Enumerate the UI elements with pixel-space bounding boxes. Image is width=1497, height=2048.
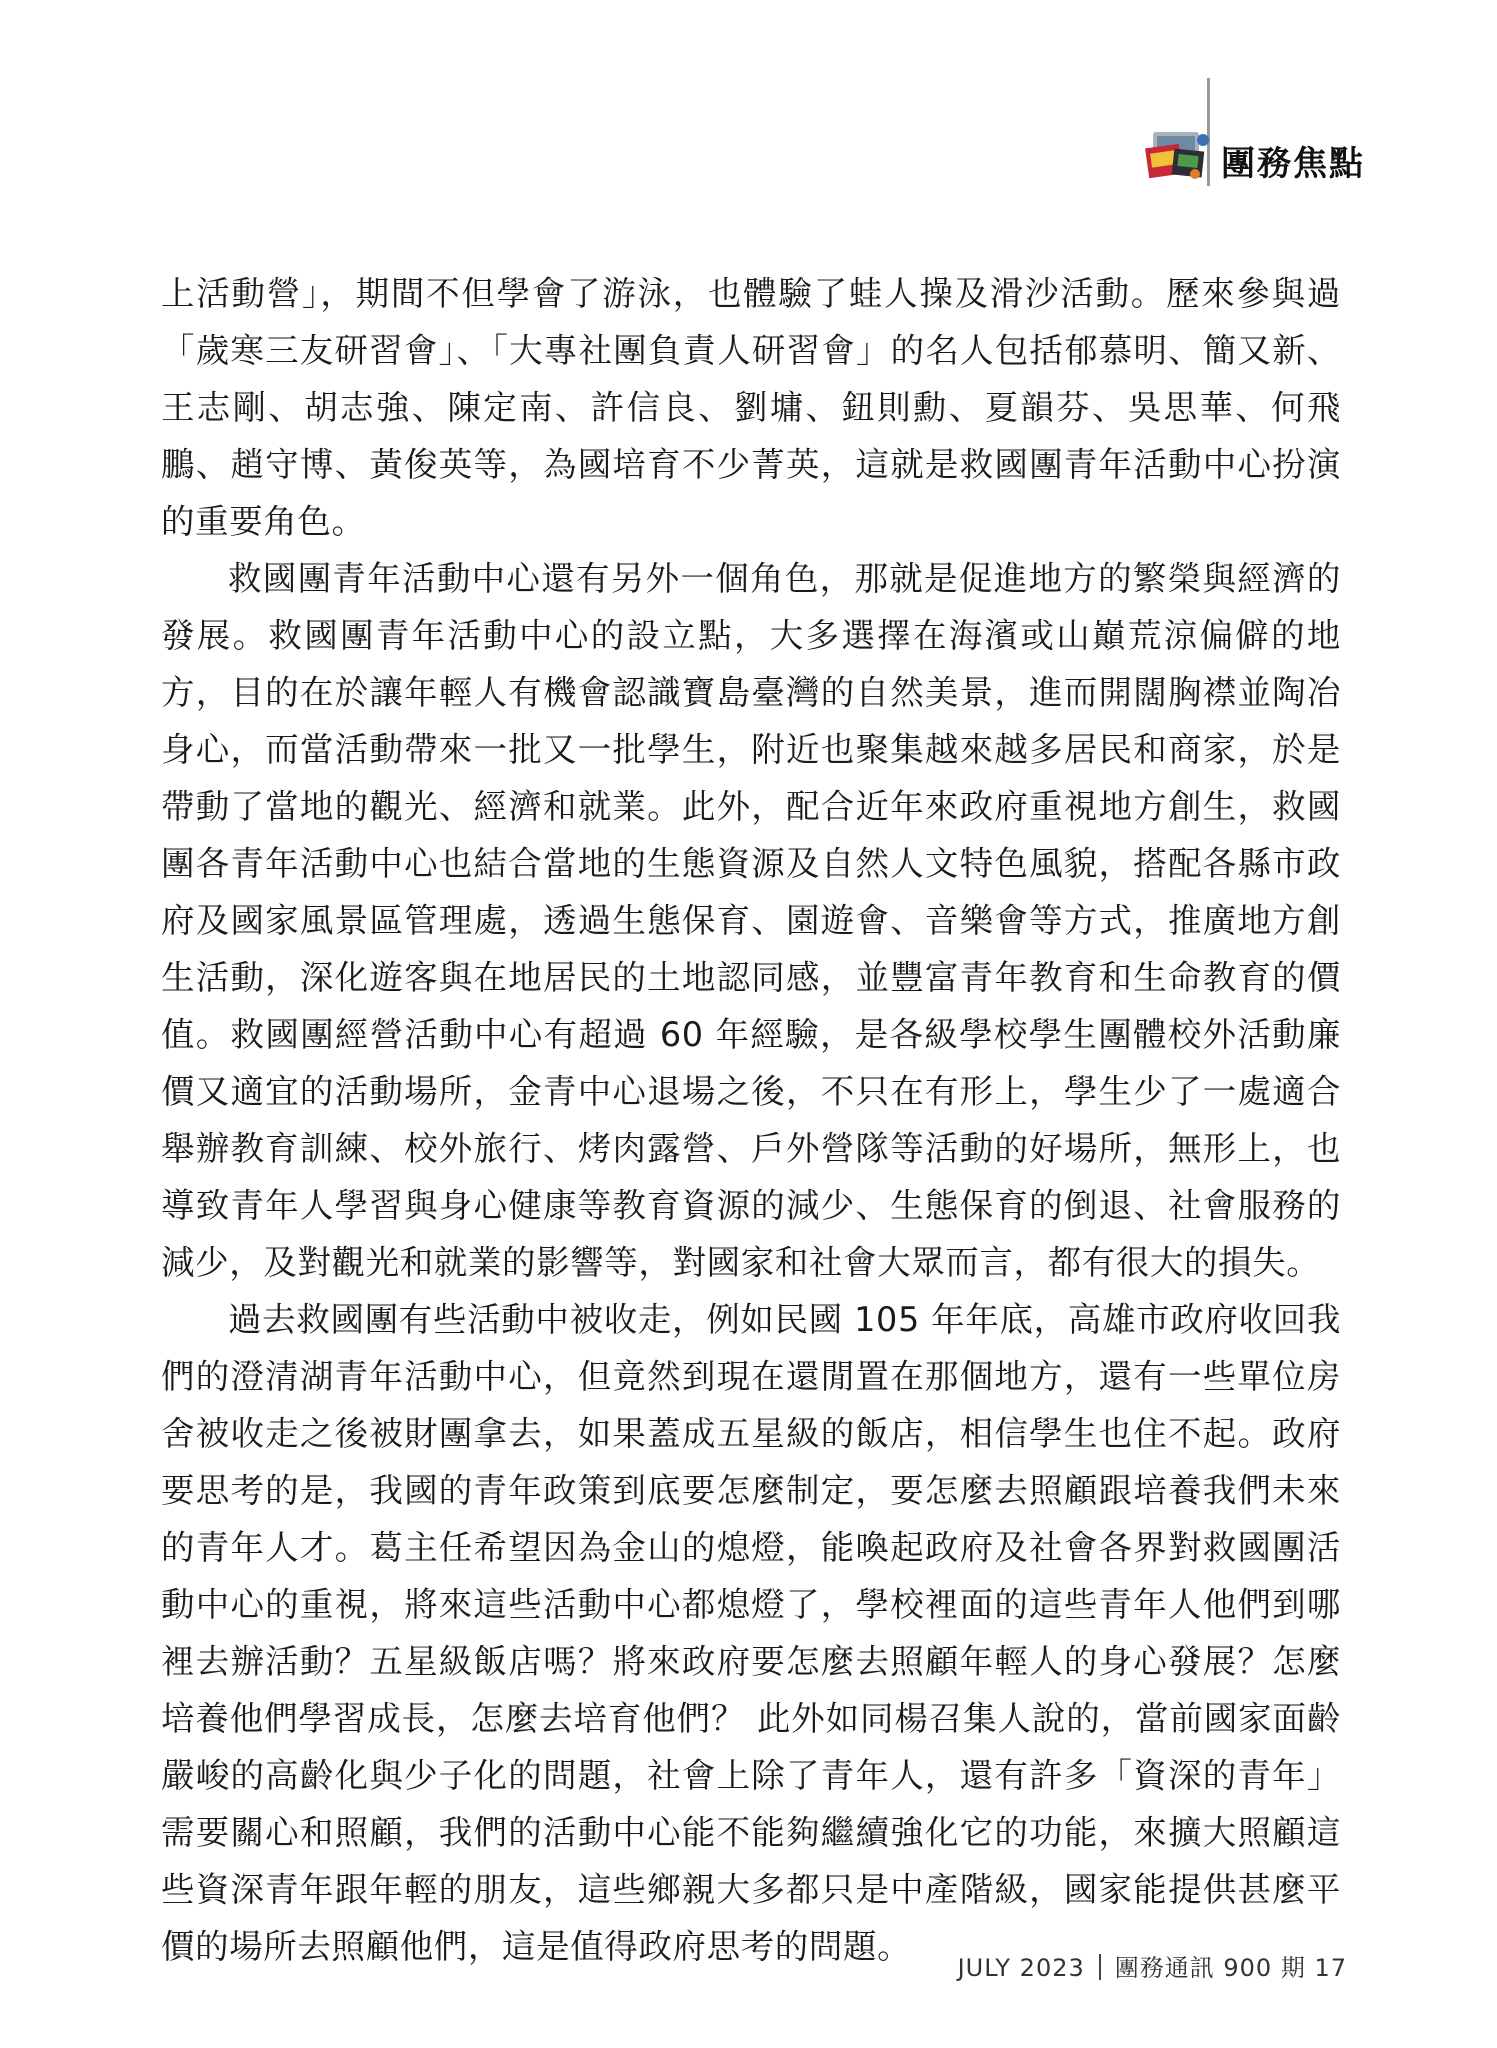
issue-date: JULY 2023 [957, 1954, 1085, 1982]
publication-issue-page: 團務通訊 900 期 17 [1114, 1954, 1347, 1982]
paragraph-continuation: 上活動營」，期間不但學會了游泳，也體驗了蛙人操及滑沙活動。歷來參與過「歲寒三友研習會」、「大專社團負責人研習會」的名人包括郁慕明、簡又新、王志剛、胡志強、陳定南、許信良、劉墉、鈕則勳、夏韻芬、吳思華、何飛鵬、趙守博、黃俊英等，為國培育不少菁英，這就是救國團青年活動中心扮演的重要角色。 [161, 274, 1341, 541]
footer-separator [1099, 1954, 1101, 1980]
paragraph: 救國團青年活動中心還有另外一個角色，那就是促進地方的繁榮與經濟的發展。救國團青年活動中心的設立點，大多選擇在海濱或山巔荒涼偏僻的地方，目的在於讓年輕人有機會認識寶島臺灣的自然美景，進而開闊胸襟並陶冶身心，而當活動帶來一批又一批學生，附近也聚集越來越多居民和商家，於是帶動了當地的觀光、經濟和就業。此外，配合近年來政府重視地方創生，救國團各青年活動中心也結合當地的生態資源及自然人文特色風貌，搭配各縣市政府及國家風景區管理處，透過生態保育、園遊會、音樂會等方式，推廣地方創生活動，深化遊客與在地居民的土地認同感，並豐富青年教育和生命教育的價值。救國團經營活動中心有超過 60 年經驗，是各級學校學生團體校外活動廉價又適宜的活動場所，金青中心退場之後，不只在有形上，學生少了一處適合舉辦教育訓練、校外旅行、烤肉露營、戶外營隊等活動的好場所，無形上，也導致青年人學習與身心健康等教育資源的減少、生態保育的倒退、社會服務的減少，及對觀光和就業的影響等，對國家和社會大眾而言，都有很大的損失。 [161, 559, 1341, 1282]
collage-logo-icon [1145, 126, 1217, 186]
page-header [1145, 78, 1445, 188]
page-footer [958, 1948, 1347, 1983]
article-body [161, 265, 1341, 1975]
section-title: 團務焦點 [1221, 144, 1365, 184]
paragraph: 過去救國團有些活動中被收走，例如民國 105 年年底，高雄市政府收回我們的澄清湖青年活動中心，但竟然到現在還閒置在那個地方，還有一些單位房舍被收走之後被財團拿去，如果蓋成五星級的飯店，相信學生也住不起。政府要思考的是，我國的青年政策到底要怎麼制定，要怎麼去照顧跟培養我們未來的青年人才。葛主任希望因為金山的熄燈，能喚起政府及社會各界對救國團活動中心的重視，將來這些活動中心都熄燈了，學校裡面的這些青年人他們到哪裡去辦活動？五星級飯店嗎？將來政府要怎麼去照顧年輕人的身心發展？怎麼培養他們學習成長，怎麼去培育他們？ 此外如同楊召集人說的，當前國家面齡嚴峻的高齡化與少子化的問題，社會上除了青年人，還有許多「資深的青年」需要關心和照顧，我們的活動中心能不能夠繼續強化它的功能，來擴大照顧這些資深青年跟年輕的朋友，這些鄉親大多都只是中產階級，國家能提供甚麼平價的場所去照顧他們，這是值得政府思考的問題。 [161, 1300, 1341, 1966]
